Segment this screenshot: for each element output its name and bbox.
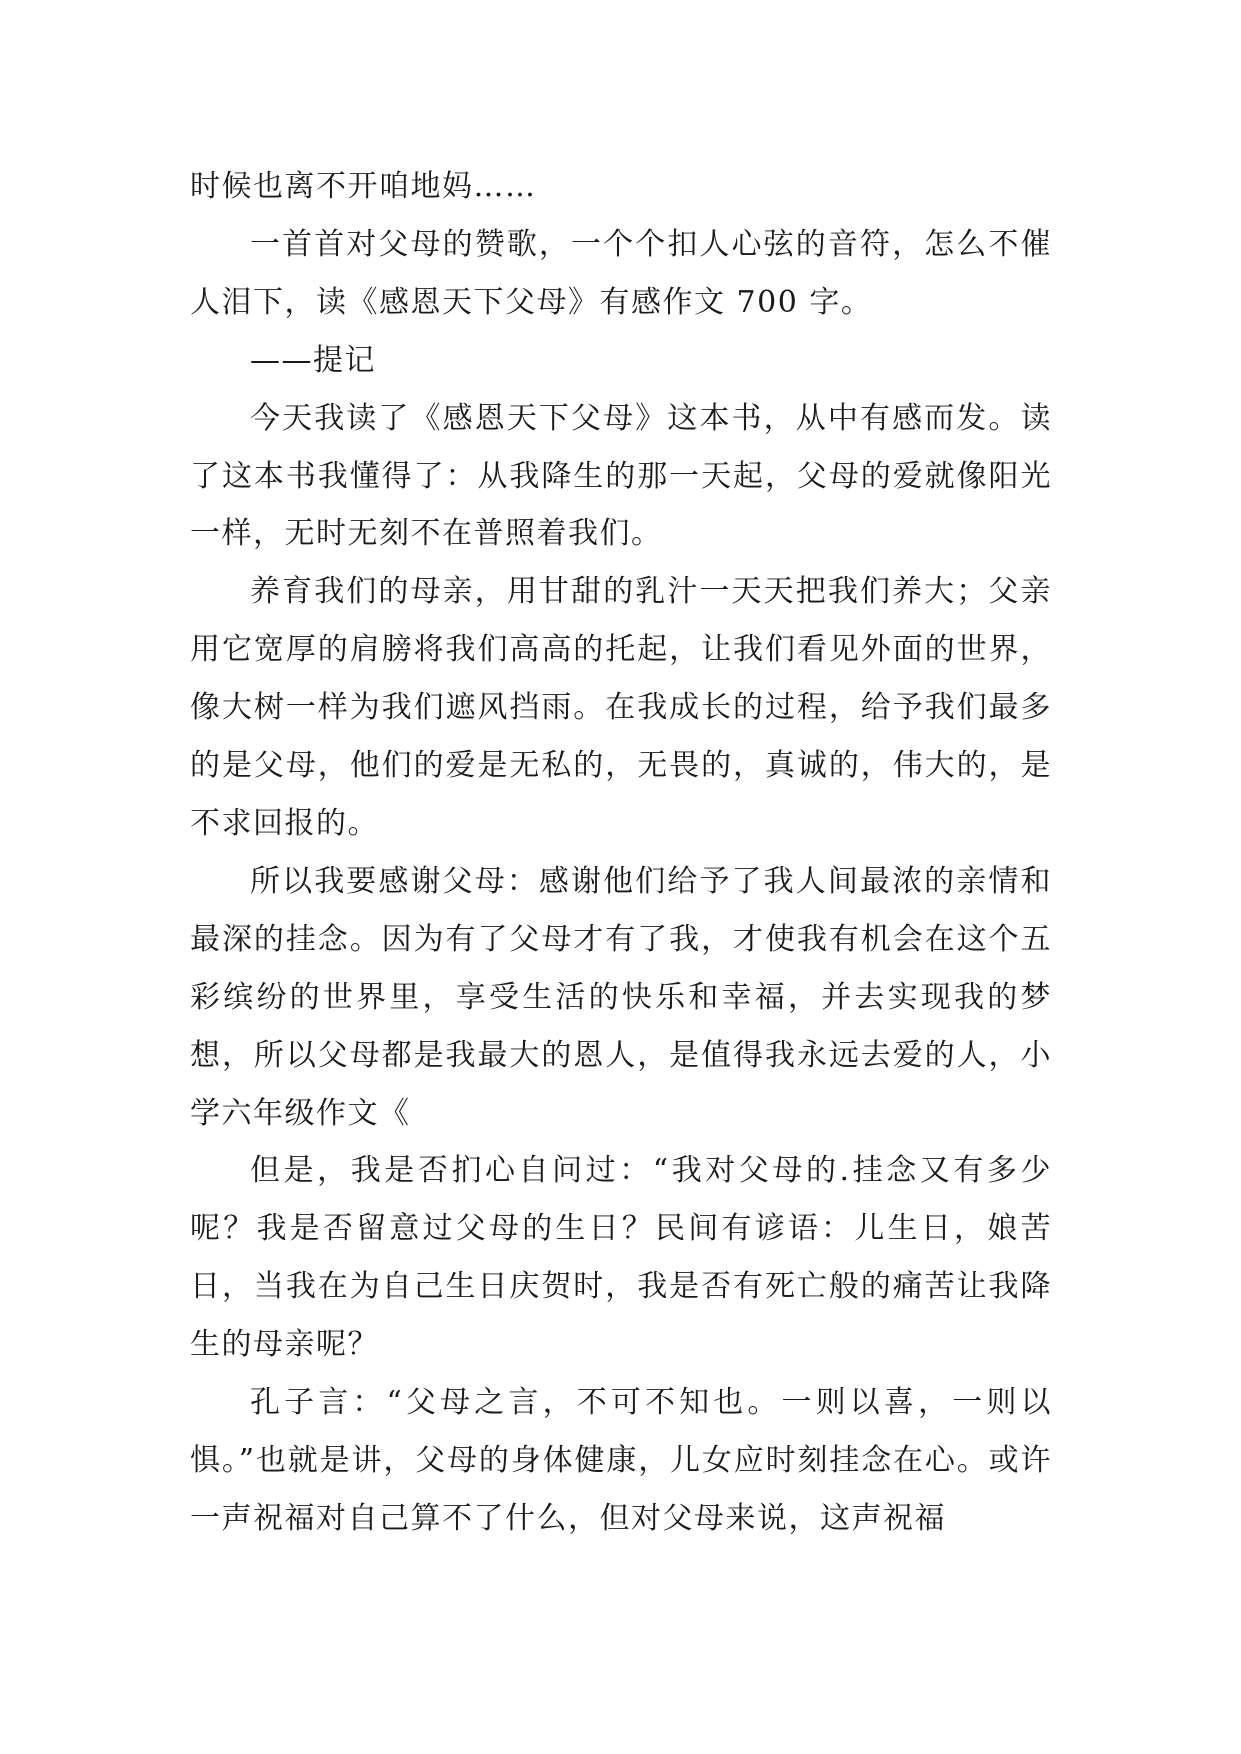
- paragraph-8: 孔子言：“父母之言，不可不知也。一则以喜，一则以惧。”也就是讲，父母的身体健康，儿女应时刻挂念在心。或许一声祝福对自己算不了什么，但对父母来说，这声祝福: [190, 1385, 1052, 1536]
- paragraph-7: 但是，我是否扪心自问过：“我对父母的.挂念又有多少呢？我是否留意过父母的生日？民间有谚语：儿生日，娘苦日，当我在为自己生日庆贺时，我是否有死亡般的痛苦让我降生的母亲呢？: [190, 1153, 1052, 1363]
- paragraph-2: 一首首对父母的赞歌，一个个扣人心弦的音符，怎么不催人泪下，读《感恩天下父母》有感作文 700 字。: [190, 226, 1052, 320]
- article-body: [190, 158, 1052, 1548]
- paragraph-6: 所以我要感谢父母：感谢他们给予了我人间最浓的亲情和最深的挂念。因为有了父母才有了我，才使我有机会在这个五彩缤纷的世界里，享受生活的快乐和幸福，并去实现我的梦想，所以父母都是我最大的恩人，是值得我永远去爱的人，小学六年级作文《: [190, 863, 1052, 1131]
- paragraph-1: 时候也离不开咱地妈……: [190, 169, 537, 204]
- paragraph-3: ——提记: [250, 342, 376, 378]
- paragraph-5: 养育我们的母亲，用甘甜的乳汁一天天把我们养大；父亲用它宽厚的肩膀将我们高高的托起，让我们看见外面的世界，像大树一样为我们遮风挡雨。在我成长的过程，给予我们最多的是父母，他们的爱是无私的，无畏的，真诚的，伟大的，是不求回报的。: [190, 574, 1052, 841]
- paragraph-4: 今天我读了《感恩天下父母》这本书，从中有感而发。读了这本书我懂得了：从我降生的那一天起，父母的爱就像阳光一样，无时无刻不在普照着我们。: [190, 400, 1052, 552]
